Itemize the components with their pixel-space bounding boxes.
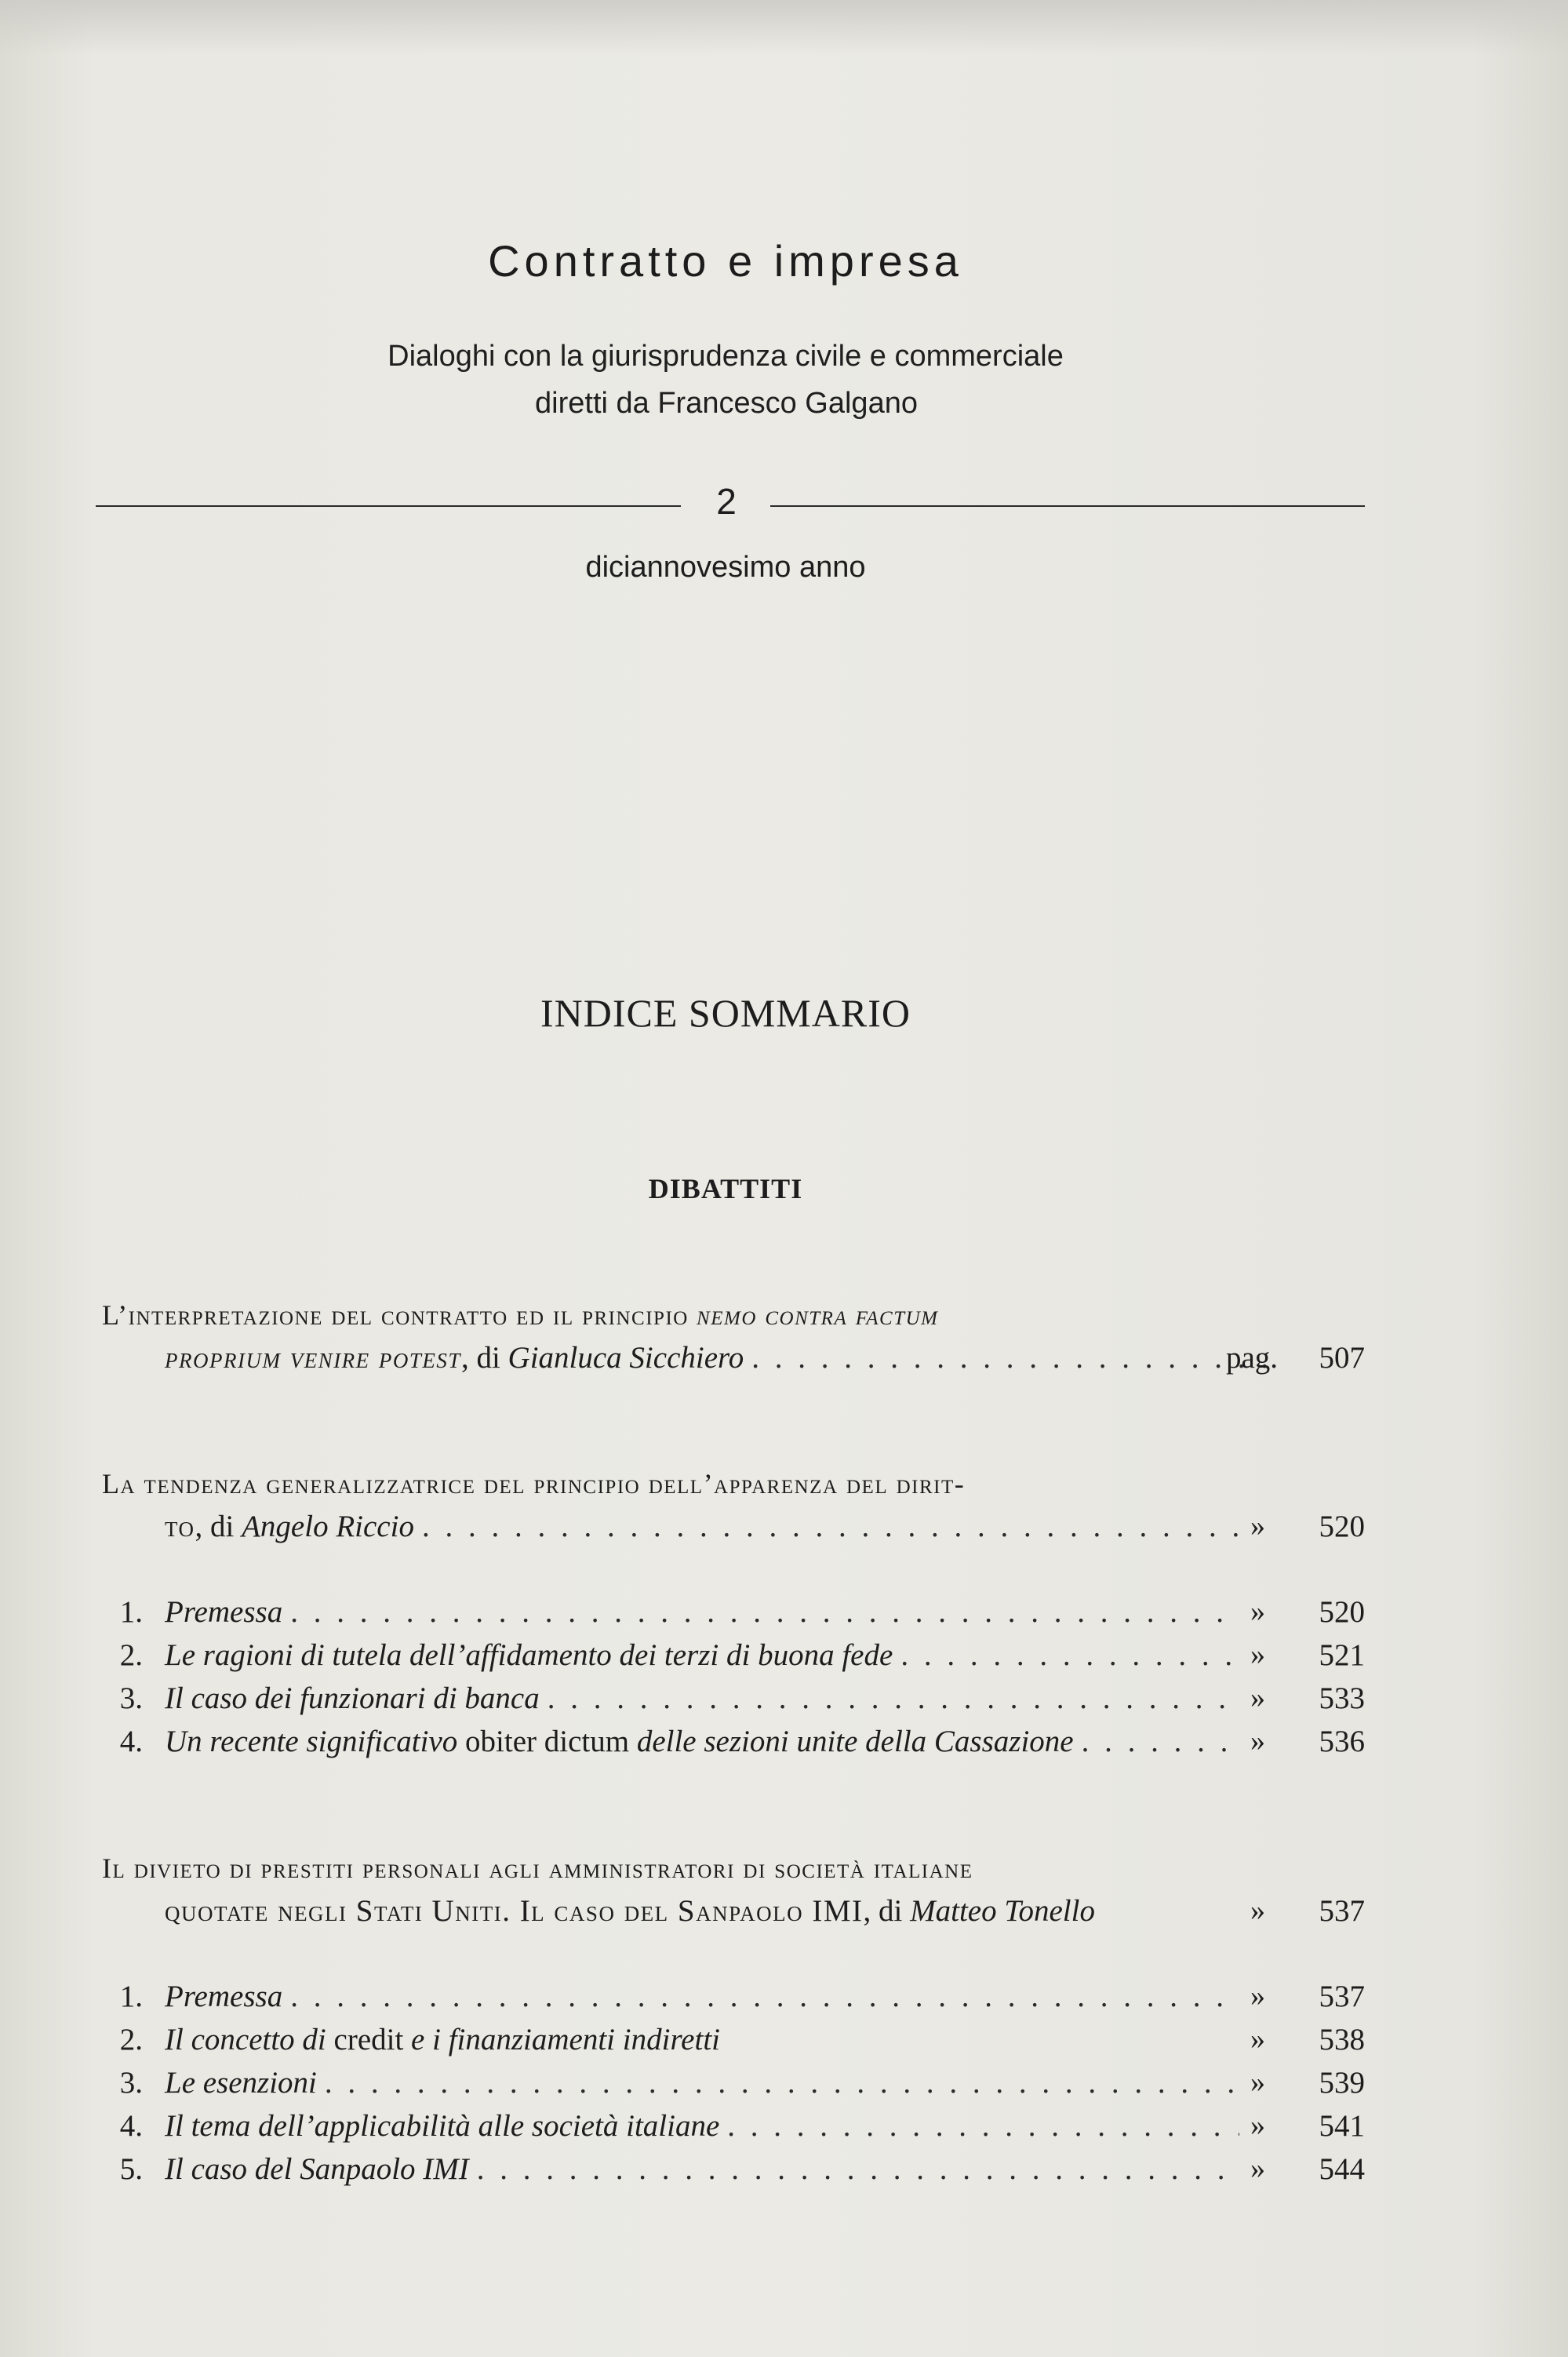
section-number: 2. — [119, 2023, 143, 2056]
section-number: 4. — [119, 2109, 143, 2143]
dot-leader — [290, 1594, 1239, 1630]
ditto-mark: » — [1250, 1510, 1265, 1543]
article-title: to — [165, 1510, 195, 1543]
section-title: Le ragioni di tutela dell’affidamento dei terzi di buona fede — [165, 1638, 893, 1672]
article-title: L’interpretazione del contratto ed il principio — [102, 1299, 689, 1331]
article-entry — [165, 1893, 1247, 1933]
article-title: La tendenza generalizzatrice del principio dell’apparenza del dirit- — [102, 1468, 966, 1499]
ditto-mark: » — [1250, 1894, 1265, 1927]
article-title-latin: proprium venire potest — [165, 1341, 461, 1375]
dot-leader — [548, 1681, 1239, 1716]
toc-heading: INDICE SOMMARIO — [540, 991, 911, 1035]
section-number: 5. — [119, 2152, 143, 2186]
page-number: 537 — [1319, 1894, 1365, 1928]
section-entry — [165, 1681, 1247, 1720]
section-number: 3. — [119, 2066, 143, 2100]
article-title: quotate negli Stati Uniti. Il caso del Sanpaolo IMI — [165, 1894, 864, 1928]
section-title: delle sezioni unite della Cassazione — [636, 1725, 1074, 1758]
ditto-mark: » — [1250, 2066, 1265, 2099]
ditto-mark: » — [1250, 2152, 1265, 2185]
dot-leader — [900, 1638, 1239, 1673]
author-prefix: , di — [460, 1341, 500, 1375]
article-title-line — [102, 1467, 965, 1506]
section-entry — [165, 2022, 1247, 2061]
section-number: 3. — [119, 1681, 143, 1715]
dot-leader — [751, 1340, 1280, 1375]
section-title: Le esenzioni — [165, 2066, 317, 2100]
section-title: Un recente significativo — [165, 1725, 458, 1758]
page-number: 507 — [1319, 1341, 1365, 1375]
section-heading: DIBATTITI — [648, 1173, 803, 1204]
section-entry — [165, 1594, 1247, 1634]
page-number: 539 — [1319, 2066, 1365, 2100]
page-number: 521 — [1319, 1638, 1365, 1672]
volume-year: diciannovesimo anno — [585, 551, 866, 584]
dot-leader — [325, 2065, 1239, 2100]
section-title: Premessa — [165, 1980, 283, 2013]
ditto-mark: » — [1250, 1638, 1265, 1671]
section-title: Premessa — [165, 1595, 283, 1629]
section-title-latin: obiter dictum — [465, 1725, 630, 1758]
page-label: pag. — [1226, 1341, 1279, 1375]
section-number: 4. — [119, 1725, 143, 1758]
journal-editors: diretti da Francesco Galgano — [535, 387, 918, 420]
article-author: Angelo Riccio — [242, 1510, 414, 1543]
article-entry — [165, 1509, 1247, 1548]
section-title: Il caso dei funzionari di banca — [165, 1681, 540, 1715]
page-number: 541 — [1319, 2109, 1365, 2143]
page-number: 536 — [1319, 1725, 1365, 1758]
page-number: 537 — [1319, 1980, 1365, 2013]
ditto-mark: » — [1250, 1595, 1265, 1628]
dot-leader — [290, 1979, 1239, 2014]
issue-number: 2 — [716, 481, 737, 522]
section-entry — [165, 2151, 1247, 2191]
page-number: 520 — [1319, 1595, 1365, 1629]
ditto-mark: » — [1250, 1725, 1265, 1758]
section-title: Il caso del Sanpaolo IMI — [165, 2152, 469, 2186]
article-author: Matteo Tonello — [910, 1894, 1095, 1928]
dot-leader — [727, 2108, 1239, 2144]
section-entry — [165, 2065, 1247, 2104]
dot-leader — [422, 1509, 1239, 1544]
section-number: 1. — [119, 1595, 143, 1629]
section-entry — [165, 1638, 1247, 1677]
page-number: 533 — [1319, 1681, 1365, 1715]
page-number: 520 — [1319, 1510, 1365, 1543]
section-title: Il concetto di — [165, 2023, 326, 2056]
author-prefix: , di — [863, 1894, 903, 1928]
article-title-latin: nemo contra factum — [697, 1299, 939, 1331]
journal-subtitle: Dialoghi con la giurisprudenza civile e commerciale — [387, 340, 1064, 373]
dot-leader — [1082, 1724, 1239, 1759]
article-title-line — [102, 1852, 973, 1891]
page-number: 538 — [1319, 2023, 1365, 2056]
section-title: Il tema dell’applicabilità alle società italiane — [165, 2109, 720, 2143]
section-entry — [165, 1979, 1247, 2018]
article-title: Il divieto di prestiti personali agli amministratori di società italiane — [102, 1852, 973, 1884]
ditto-mark: » — [1250, 1980, 1265, 2013]
section-number: 2. — [119, 1638, 143, 1672]
divider-left — [96, 505, 681, 507]
page-number: 544 — [1319, 2152, 1365, 2186]
author-prefix: , di — [195, 1510, 235, 1543]
ditto-mark: » — [1250, 2109, 1265, 2142]
ditto-mark: » — [1250, 2023, 1265, 2056]
journal-title: Contratto e impresa — [488, 236, 963, 286]
page-top-shadow — [0, 0, 1568, 55]
ditto-mark: » — [1250, 1681, 1265, 1714]
section-entry — [165, 1724, 1247, 1763]
divider-right — [770, 505, 1365, 507]
section-title-term: credit — [333, 2023, 404, 2056]
section-entry — [165, 2108, 1247, 2148]
article-title-line — [102, 1299, 939, 1338]
article-entry — [165, 1340, 1288, 1379]
dot-leader — [477, 2151, 1239, 2187]
section-title: e i finanziamenti indiretti — [411, 2023, 720, 2056]
article-author: Gianluca Sicchiero — [508, 1341, 744, 1375]
section-number: 1. — [119, 1980, 143, 2013]
